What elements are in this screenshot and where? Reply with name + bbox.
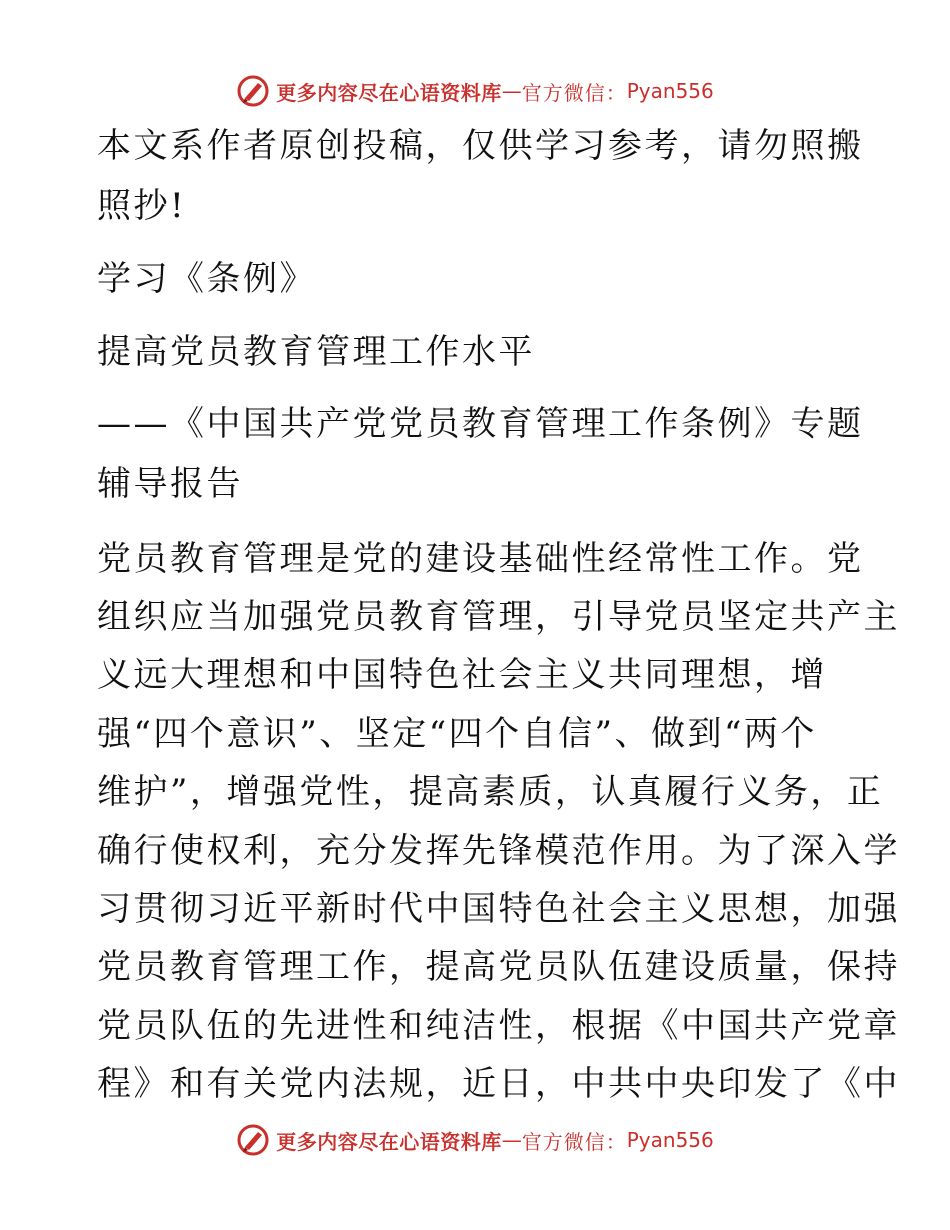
body-line: 党员队伍的先进性和纯洁性，根据《中国共产党章 xyxy=(97,1006,900,1046)
watermark-main-text: 更多内容尽在心语资料库 xyxy=(276,80,502,105)
heading-2: 提高党员教育管理工作水平 xyxy=(97,332,535,372)
watermark-sub-text: 官方微信： xyxy=(521,1129,627,1154)
body-line: 确行使权利，充分发挥先锋模范作用。为了深入学 xyxy=(97,831,900,871)
watermark-sub-text: 官方微信： xyxy=(521,80,627,105)
pen-logo-icon xyxy=(236,74,270,108)
watermark-id: Pyan556 xyxy=(626,1128,714,1152)
body-line: 党员教育管理是党的建设基础性经常性工作。党 xyxy=(97,539,864,579)
body-line: 习贯彻习近平新时代中国特色社会主义思想，加强 xyxy=(97,889,900,929)
watermark-id: Pyan556 xyxy=(626,79,714,103)
watermark-separator: — xyxy=(501,79,522,103)
subtitle-line-1: ——《中国共产党党员教育管理工作条例》专题 xyxy=(97,404,864,444)
body-line: 强“四个意识”、坚定“四个自信”、做到“两个 xyxy=(97,714,817,754)
heading-1: 学习《条例》 xyxy=(97,259,316,299)
footer-watermark xyxy=(0,1120,950,1160)
notice-line-2: 照抄! xyxy=(97,186,187,226)
subtitle-line-2: 辅导报告 xyxy=(97,464,243,504)
pen-logo-icon xyxy=(236,1123,270,1157)
body-line: 程》和有关党内法规，近日，中共中央印发了《中 xyxy=(97,1064,900,1104)
watermark-separator: — xyxy=(501,1128,522,1152)
body-line: 党员教育管理工作，提高党员队伍建设质量，保持 xyxy=(97,947,900,987)
body-line: 义远大理想和中国特色社会主义共同理想，增 xyxy=(97,655,827,695)
notice-line-1: 本文系作者原创投稿，仅供学习参考，请勿照搬 xyxy=(97,126,864,166)
header-watermark xyxy=(0,71,950,111)
body-line: 维护”，增强党性，提高素质，认真履行义务，正 xyxy=(97,772,884,812)
watermark-main-text: 更多内容尽在心语资料库 xyxy=(276,1129,502,1154)
body-line: 组织应当加强党员教育管理，引导党员坚定共产主 xyxy=(97,597,900,637)
